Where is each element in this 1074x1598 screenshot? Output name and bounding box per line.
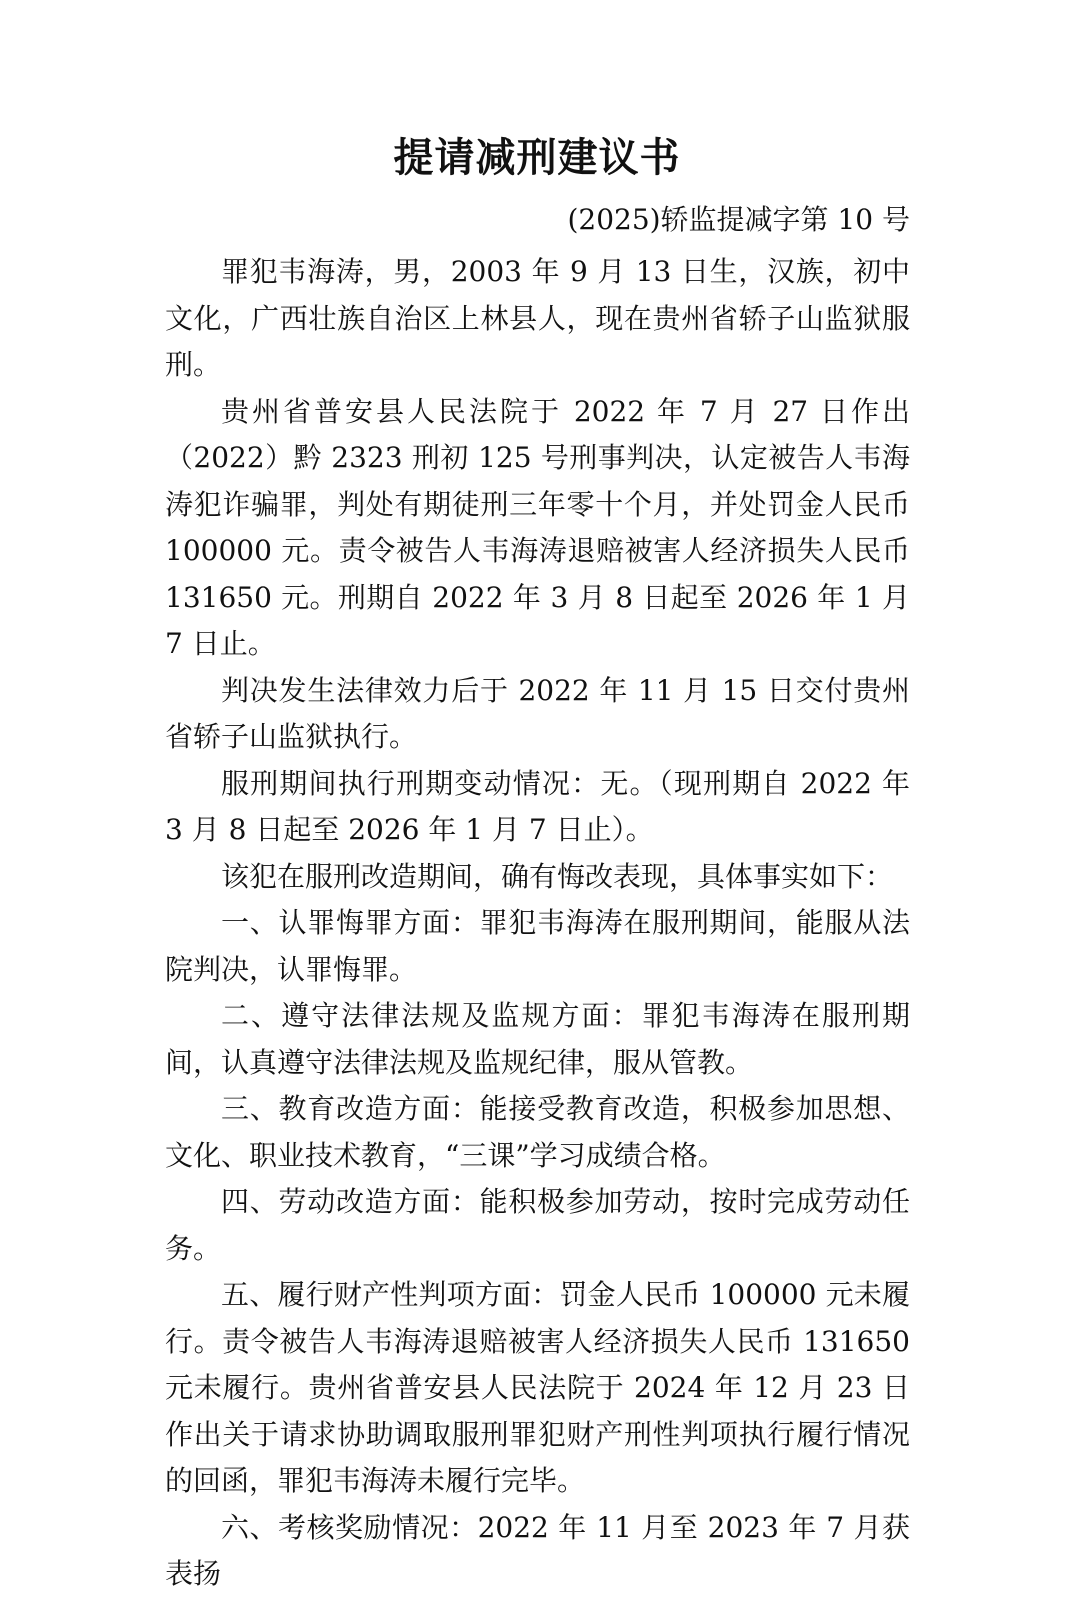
paragraph-item-2-discipline: 二、遵守法律法规及监规方面：罪犯韦海涛在服刑期间，认真遵守法律法规及监规纪律，服从管教。 xyxy=(165,999,910,1079)
document-number: (2025)轿监提减字第 10 号 xyxy=(567,203,910,236)
paragraph-repentance-intro: 该犯在服刑改造期间，确有悔改表现，具体事实如下： xyxy=(221,859,894,893)
paragraph-item-3-education: 三、教育改造方面：能接受教育改造，积极参加思想、文化、职业技术教育，“三课”学习成绩合格。 xyxy=(165,1092,910,1172)
paragraph-judgment: 贵州省普安县人民法院于 2022 年 7 月 27 日作出（2022）黔 2323 刑初 125 号刑事判决，认定被告人韦海涛犯诈骗罪，判处有期徒刑三年零十个月，并处罚金人民币 100000 元。责令被告人韦海涛退赔被害人经济损失人民币 131650 元。刑期自 2022 年 3 月 8 日起至 2026 年 1 月 7 日止。 xyxy=(165,394,910,660)
paragraph-item-6-rewards: 六、考核奖励情况：2022 年 11 月至 2023 年 7 月获表扬 xyxy=(165,1510,910,1590)
paragraph-item-1-guilt: 一、认罪悔罪方面：罪犯韦海涛在服刑期间，能服从法院判决，认罪悔罪。 xyxy=(165,906,910,986)
paragraph-sentence-change: 服刑期间执行刑期变动情况：无。（现刑期自 2022 年 3 月 8 日起至 2026 年 1 月 7 日止）。 xyxy=(165,766,910,846)
document-title: 提请减刑建议书 xyxy=(393,134,681,181)
paragraph-item-4-labor: 四、劳动改造方面：能积极参加劳动，按时完成劳动任务。 xyxy=(165,1185,910,1265)
document-body xyxy=(165,249,910,1598)
paragraph-delivery: 判决发生法律效力后于 2022 年 11 月 15 日交付贵州省轿子山监狱执行。 xyxy=(165,673,910,753)
paragraph-criminal-info: 罪犯韦海涛，男，2003 年 9 月 13 日生，汉族，初中文化，广西壮族自治区上林县人，现在贵州省轿子山监狱服刑。 xyxy=(165,255,910,381)
paragraph-item-5-property: 五、履行财产性判项方面：罚金人民币 100000 元未履行。责令被告人韦海涛退赔被害人经济损失人民币 131650 元未履行。贵州省普安县人民法院于 2024 年 12 月 23 日作出关于请求协助调取服刑罪犯财产刑性判项执行履行情况的回函，罪犯韦海涛未履行完毕。 xyxy=(165,1278,910,1497)
